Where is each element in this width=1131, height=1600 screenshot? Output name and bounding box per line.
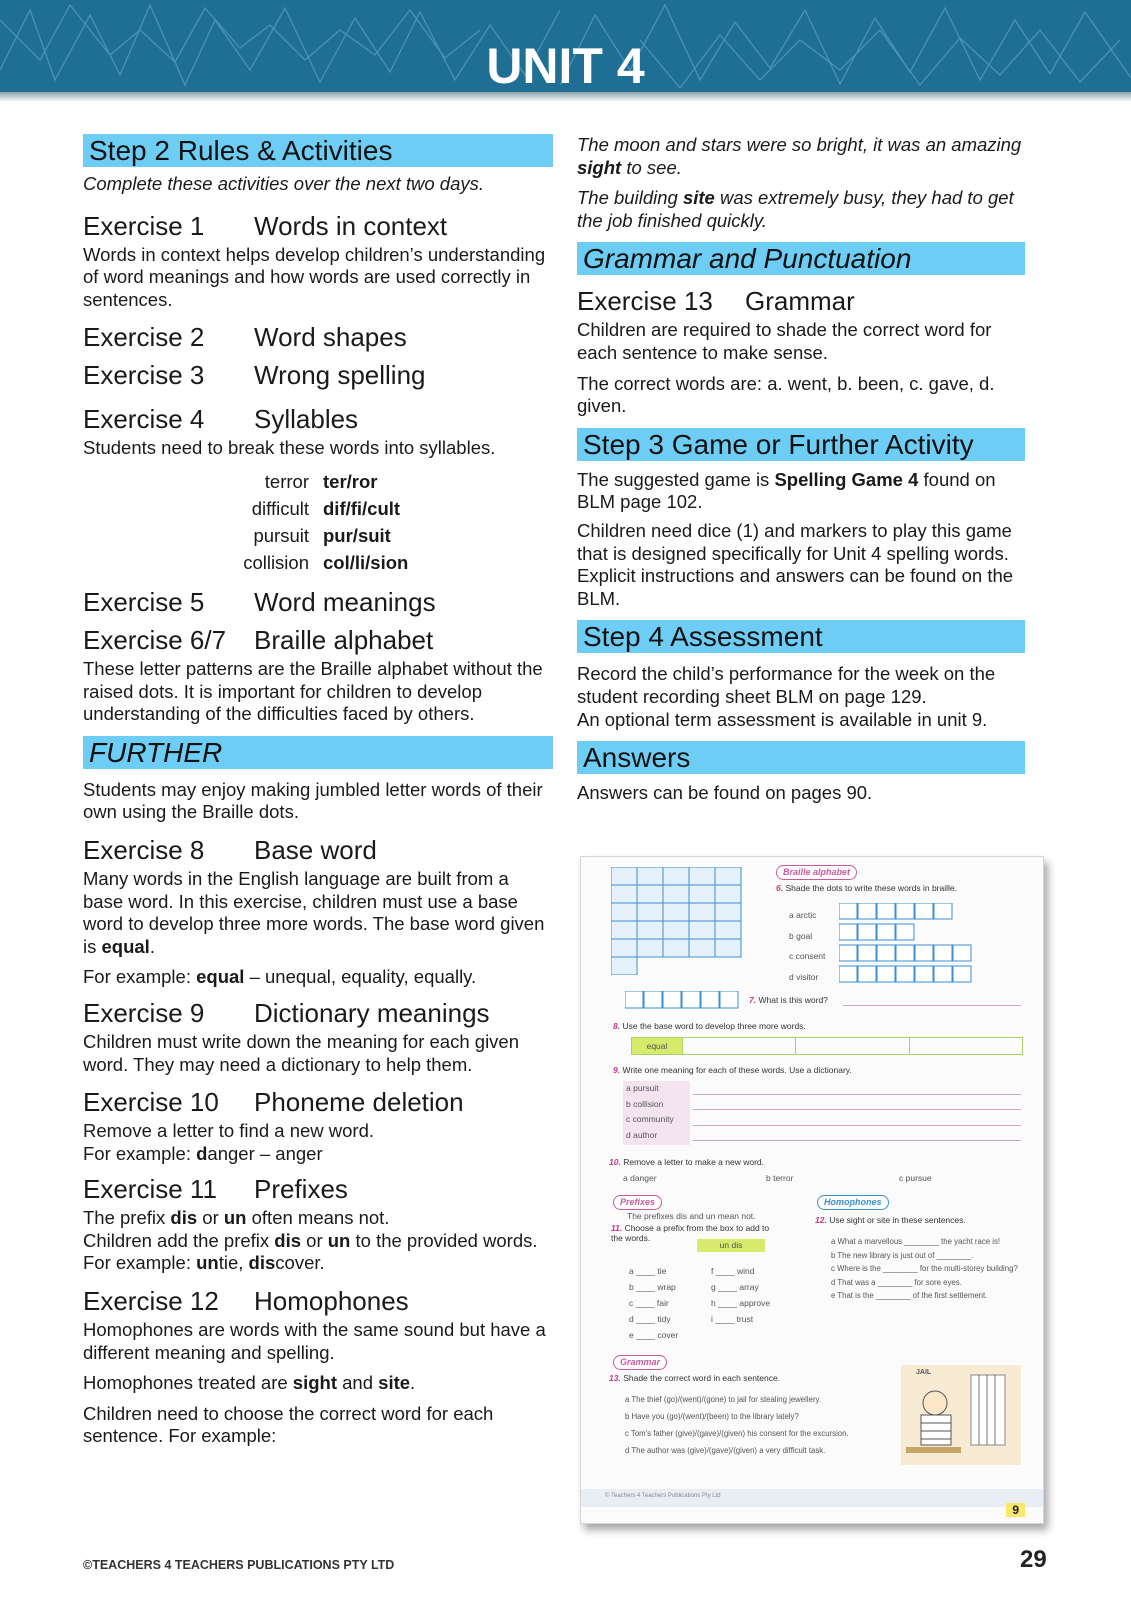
- exercise-12-heading: [83, 1285, 553, 1317]
- exercise-12-body1: Homophones are words with the same sound but have a different meaning and spelling.: [83, 1319, 546, 1363]
- exercise-title: Word shapes: [254, 322, 407, 353]
- exercise-title: Syllables: [254, 404, 359, 435]
- exercise-8-body: Many words in the English language are built from a base word. In this exercise, children must use a base word to develop three more words. The base word given is equal.: [83, 867, 545, 957]
- exercise-number: Exercise 6/7: [83, 624, 227, 655]
- syllable-split: col/li/sion: [323, 551, 409, 573]
- exercise-title: Homophones: [254, 1286, 409, 1317]
- jail-illustration: [901, 1365, 1021, 1465]
- prefix-note: The prefixes dis and un mean not.: [627, 1211, 756, 1221]
- exercise-number: Exercise 1: [83, 210, 205, 241]
- exercise-title: Prefixes: [254, 1174, 348, 1205]
- syllable-row: [83, 495, 553, 522]
- exercise-8-heading: [83, 834, 553, 866]
- exercise-12-body3: Children need to choose the correct word for each sentence. For example:: [83, 1402, 494, 1447]
- exercise-title: Wrong spelling: [254, 360, 426, 391]
- syllable-row: [83, 522, 553, 549]
- exercise-10-line1: Remove a letter to find a new word.: [83, 1120, 375, 1142]
- braille-alphabet-grid: [611, 867, 743, 975]
- q6-item: a arctic: [789, 910, 817, 920]
- banner-shadow: [0, 92, 1131, 102]
- exercise-2-heading: [83, 321, 553, 353]
- q7-prompt: 7. What is this word?: [749, 995, 828, 1005]
- left-column: [83, 134, 553, 1448]
- q6-item: b goal: [789, 930, 813, 941]
- q10-prompt: 10. Remove a letter to make a new word.: [609, 1157, 764, 1167]
- q8-cell: [795, 1038, 908, 1054]
- q12-item: a What a marvellous ________ the yacht race is!: [831, 1237, 1001, 1246]
- q10-item: b terror: [766, 1173, 794, 1183]
- q13-prompt: 13. Shade the correct word in each sentence.: [609, 1373, 781, 1383]
- exercise-title: Braille alphabet: [254, 624, 434, 655]
- q11-item: h ____ approve: [711, 1298, 771, 1308]
- syllable-word: difficult: [251, 497, 309, 519]
- step2-intro: Complete these activities over the next two days.: [83, 173, 485, 194]
- unit-title: UNIT 4: [486, 38, 645, 92]
- q10-item: a danger: [623, 1173, 657, 1183]
- answer-line: [693, 1094, 1021, 1095]
- prefixes-pill: Prefixes: [613, 1195, 662, 1210]
- q9-prompt: 9. Write one meaning for each of these words. Use a dictionary.: [613, 1065, 852, 1075]
- answer-line: [693, 1125, 1021, 1126]
- q11-item: i ____ trust: [711, 1314, 754, 1324]
- exercise-8-example: For example: equal – unequal, equality, equally.: [83, 966, 477, 988]
- q6-item: d visitor: [789, 971, 819, 982]
- syllables-table: [83, 468, 553, 576]
- exercise-67-heading: [83, 624, 553, 656]
- answer-line: [843, 1005, 1021, 1006]
- exercise-title: Word meanings: [254, 586, 436, 617]
- q10-item: c pursue: [899, 1173, 932, 1183]
- q11-right-list: [711, 1263, 770, 1327]
- exercise-title: Words in context: [254, 210, 448, 241]
- publisher-footer: ©TEACHERS 4 TEACHERS PUBLICATIONS PTY LTD: [83, 1558, 395, 1572]
- exercise-number: Exercise 10: [83, 1087, 219, 1118]
- q13-item: d The author was (give)/(gave)/(given) a very difficult task.: [625, 1446, 826, 1455]
- q13-item: c Tom's father (give)/(gave)/(given) his consent for the excursion.: [625, 1429, 849, 1438]
- further-heading: FURTHER: [83, 736, 553, 769]
- q9-item: a pursuit: [626, 1083, 659, 1093]
- exercise-title: Dictionary meanings: [254, 997, 490, 1028]
- q9-item: d author: [626, 1129, 658, 1140]
- example-sentence-2: The building site was extremely busy, they had to get the job finished quickly.: [577, 187, 1014, 231]
- q12-prompt: 12. Use sight or site in these sentences.: [815, 1215, 966, 1225]
- q6-item: c consent: [789, 951, 826, 961]
- q11-item: d ____ tidy: [629, 1314, 671, 1324]
- q13-item: a The thief (go)/(went)/(gone) to jail for stealing jewellery.: [625, 1395, 822, 1404]
- exercise-4-body: Students need to break these words into syllables.: [83, 437, 496, 459]
- q11-prefix-box: un dis: [697, 1239, 765, 1252]
- exercise-number: Exercise 11: [83, 1174, 217, 1205]
- exercise-number: Exercise 3: [83, 360, 205, 391]
- exercise-title: Base word: [254, 834, 377, 865]
- exercise-9-body: Children must write down the meaning for each given word. They may need a dictionary to help them.: [83, 1030, 520, 1075]
- further-body: Students may enjoy making jumbled letter words of their own using the Braille dots.: [83, 778, 543, 823]
- exercise-number: Exercise 9: [83, 997, 205, 1028]
- jail-sign: JAIL: [916, 1369, 932, 1376]
- worksheet-page-number: 9: [1006, 1503, 1025, 1517]
- exercise-1-body: Words in context helps develop children’s understanding of word meanings and how words are used correctly in sentences.: [83, 243, 546, 310]
- step3-body2: Children need dice (1) and markers to play this game that is designed specifically for Unit 4 spelling words. Explicit instructions and answers can be found on the BLM.: [577, 519, 1014, 609]
- example-sentence-1: The moon and stars were so bright, it was an amazing sight to see.: [577, 134, 1022, 178]
- exercise-5-heading: [83, 586, 553, 618]
- homophones-pill: Homophones: [817, 1195, 889, 1210]
- exercise-11-heading: [83, 1173, 553, 1205]
- braille-alphabet-pill: Braille alphabet: [776, 865, 857, 880]
- answer-line: [693, 1140, 1021, 1141]
- q7-braille-cells: [625, 991, 741, 1009]
- exercise-number: Exercise 4: [83, 404, 205, 435]
- right-column: [577, 134, 1025, 805]
- answers-body: Answers can be found on pages 90.: [577, 782, 873, 804]
- exercise-67-body: These letter patterns are the Braille alphabet without the raised dots. It is important for children to develop understanding of the difficulties faced by others.: [83, 657, 543, 725]
- exercise-number: Exercise 2: [83, 322, 205, 353]
- step4-body1: Record the child’s performance for the week on the student recording sheet BLM on page 129.: [577, 663, 996, 707]
- q8-word-row: [631, 1037, 1023, 1055]
- exercise-13-heading: [577, 285, 1025, 317]
- q8-cell: [909, 1038, 1022, 1054]
- exercise-1-heading: [83, 210, 553, 242]
- syllable-word: pursuit: [253, 524, 309, 546]
- step4-heading: Step 4 Assessment: [577, 620, 1025, 653]
- exercise-4-heading: [83, 403, 553, 435]
- q9-list: [623, 1081, 690, 1145]
- answer-line: [693, 1109, 1021, 1110]
- q11-item: a ____ tie: [629, 1266, 667, 1276]
- syllable-word: collision: [243, 551, 309, 573]
- exercise-title: Grammar: [745, 286, 855, 317]
- syllable-split: pur/suit: [323, 524, 391, 546]
- syllable-split: dif/fi/cult: [323, 497, 401, 519]
- answers-heading: Answers: [577, 741, 1025, 774]
- exercise-3-heading: [83, 359, 553, 391]
- grammar-pill: Grammar: [613, 1355, 667, 1370]
- q12-item: e That is the ________ of the first settlement.: [831, 1291, 988, 1300]
- q6-answer-cells: [839, 903, 979, 983]
- step3-heading: Step 3 Game or Further Activity: [577, 428, 1025, 461]
- unit-banner: [0, 0, 1131, 92]
- exercise-10-line2: For example: danger – anger: [83, 1142, 323, 1164]
- q8-base-word: equal: [632, 1038, 682, 1054]
- exercise-11-line2: Children add the prefix dis or un to the provided words. For example: untie, discover.: [83, 1229, 538, 1274]
- syllable-split: ter/ror: [323, 470, 378, 492]
- exercise-12-body2: Homophones treated are sight and site.: [83, 1372, 416, 1394]
- q9-item: b collision: [626, 1098, 664, 1109]
- page-number: 29: [1020, 1546, 1047, 1573]
- q11-item: f ____ wind: [711, 1266, 755, 1276]
- q6-list: [789, 905, 825, 987]
- step4-body2: An optional term assessment is available in unit 9.: [577, 708, 988, 730]
- q11-prompt: 11. Choose a prefix from the box to add to the words.: [611, 1223, 770, 1243]
- worksheet-thumbnail: [580, 856, 1044, 1524]
- exercise-9-heading: [83, 997, 553, 1029]
- q12-item: b The new library is just out of ________.: [831, 1250, 974, 1260]
- grammar-heading: Grammar and Punctuation: [577, 242, 1025, 275]
- exercise-number: Exercise 8: [83, 834, 205, 865]
- q13-list: [625, 1391, 905, 1459]
- syllable-word: terror: [264, 470, 309, 492]
- exercise-11-line1: The prefix dis or un often means not.: [83, 1207, 390, 1229]
- exercise-number: Exercise 13: [577, 286, 713, 317]
- q12-item: d That was a ________ for sore eyes.: [831, 1277, 962, 1287]
- q12-item: c Where is the ________ for the multi-storey building?: [831, 1264, 1018, 1273]
- exercise-10-heading: [83, 1086, 553, 1118]
- syllable-row: [83, 549, 553, 576]
- q11-item: b ____ wrap: [629, 1282, 676, 1292]
- q11-item: e ____ cover: [629, 1330, 679, 1340]
- exercise-title: Phoneme deletion: [254, 1087, 464, 1118]
- q12-list: [831, 1235, 1029, 1303]
- step3-body1: The suggested game is Spelling Game 4 found on BLM page 102.: [577, 468, 996, 513]
- q8-prompt: 8. Use the base word to develop three more words.: [613, 1021, 806, 1031]
- q6-prompt: 6. Shade the dots to write these words in braille.: [776, 883, 957, 893]
- step2-heading: Step 2 Rules & Activities: [83, 134, 553, 167]
- q11-left-list: [629, 1263, 678, 1343]
- q9-item: c community: [626, 1114, 674, 1124]
- q11-item: c ____ fair: [629, 1298, 669, 1308]
- exercise-13-body1: Children are required to shade the correct word for each sentence to make sense.: [577, 319, 992, 363]
- exercise-number: Exercise 12: [83, 1286, 219, 1317]
- worksheet-copyright: © Teachers 4 Teachers Publications Pty Ltd: [605, 1493, 721, 1499]
- q13-item: b Have you (go)/(went)/(been) to the library lately?: [625, 1412, 799, 1421]
- exercise-13-body2: The correct words are: a. went, b. been, c. gave, d. given.: [577, 372, 995, 417]
- q8-cell: [682, 1038, 795, 1054]
- q11-item: g ____ array: [711, 1282, 759, 1292]
- exercise-number: Exercise 5: [83, 586, 205, 617]
- syllable-row: [83, 468, 553, 495]
